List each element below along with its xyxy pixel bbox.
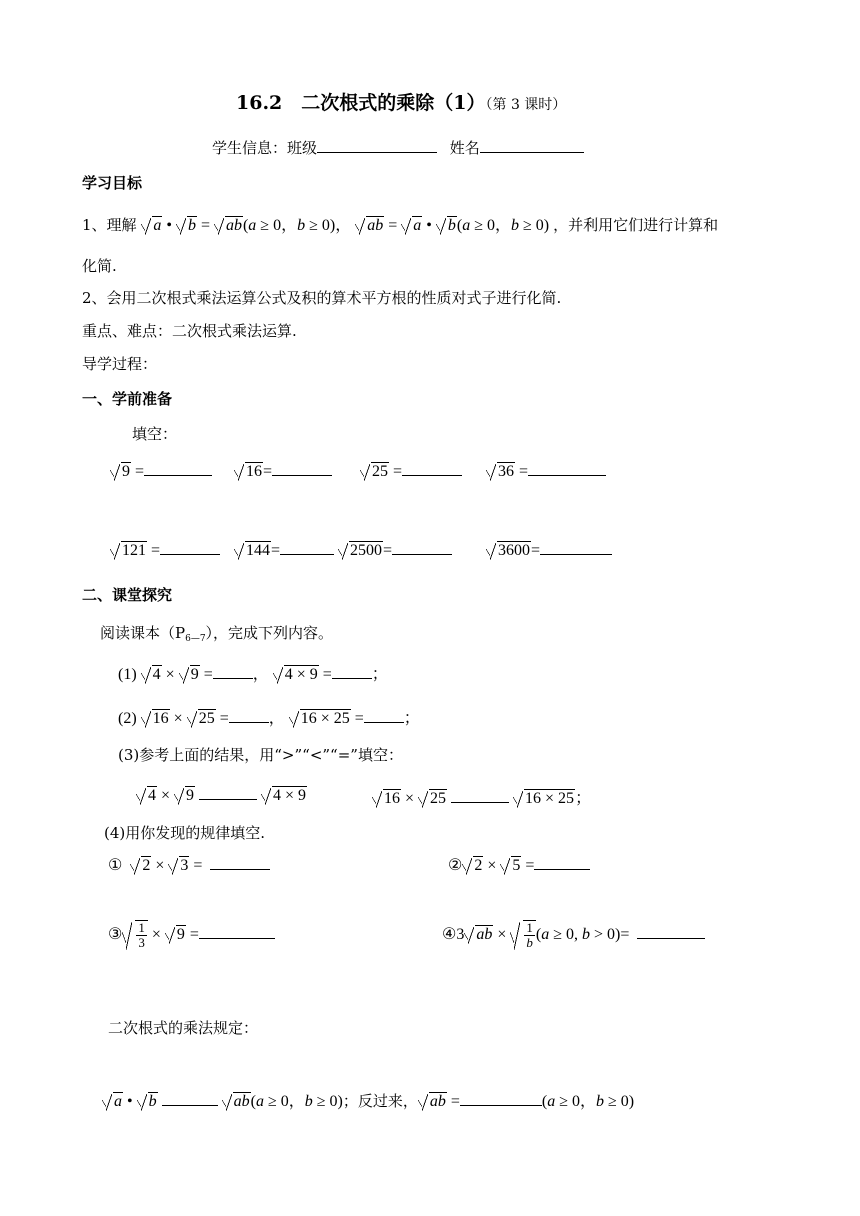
question-3: (3)参考上面的结果，用“>”“<”“=”填空： bbox=[118, 746, 403, 764]
question-1: (1) 4 × 9 = ， 4 × 9 = ； bbox=[118, 666, 388, 683]
key-points: 重点、难点：二次根式乘法运算. bbox=[82, 322, 297, 340]
sqrt-121: 121 = bbox=[110, 540, 220, 560]
section1-heading: 一、学前准备 bbox=[82, 390, 173, 408]
rule-label: 二次根式的乘法规定： bbox=[108, 1019, 259, 1037]
compare-2: 16 × 25 16 × 25； bbox=[372, 785, 591, 808]
name-label: 姓名 bbox=[449, 139, 480, 157]
title-sub: （第 3 课时） bbox=[485, 97, 567, 113]
rule-item-1: ① 2 × 3 = bbox=[108, 855, 270, 875]
question-4: (4)用你发现的规律填空. bbox=[104, 824, 266, 842]
fill-label: 填空： bbox=[132, 425, 178, 443]
multiplication-rule: a • b ab(a ≥ 0，b ≥ 0)；反过来， ab = (a ≥ 0，b ≥ 0) bbox=[102, 1088, 634, 1111]
section2-heading: 二、课堂探究 bbox=[82, 586, 173, 604]
sqrt-9: 9 = bbox=[110, 461, 212, 481]
rule-item-2: ② 2 × 5 = bbox=[448, 855, 590, 875]
sqrt-36: 36 = bbox=[486, 461, 606, 481]
page-title bbox=[236, 88, 566, 115]
sqrt-2500: 2500= bbox=[338, 540, 452, 560]
title-main: 16.2 二次根式的乘除（1） bbox=[236, 92, 486, 114]
class-blank[interactable] bbox=[317, 138, 437, 153]
name-blank[interactable] bbox=[480, 138, 584, 153]
sqrt-16: 16= bbox=[234, 461, 332, 481]
student-info bbox=[212, 137, 584, 158]
process-label: 导学过程： bbox=[82, 355, 158, 373]
class-label: 学生信息：班级 bbox=[212, 139, 318, 157]
objectives-heading: 学习目标 bbox=[82, 174, 143, 192]
sqrt-25: 25 = bbox=[360, 461, 462, 481]
objective-1: 1、理解 a • b = ab(a ≥ 0，b ≥ 0)， ab = a • b(a ≥ 0，b ≥ 0) ，并利用它们进行计算和 bbox=[82, 216, 719, 234]
rule-item-4: ④3 ab × $\frac{1}{b}$ (a ≥ 0, b > 0)= bbox=[442, 920, 705, 950]
read-instruction: 阅读课本$(P_{6—7})$，完成下列内容。 bbox=[100, 624, 334, 644]
sqrt-3600: 3600= bbox=[486, 540, 612, 560]
sqrt-144: 144= bbox=[234, 540, 334, 560]
objective-2: 2、会用二次根式乘法运算公式及积的算术平方根的性质对式子进行化简. bbox=[82, 289, 562, 307]
multiplication-formula: a • b = ab(a ≥ 0，b ≥ 0)， ab = a • b(a ≥ 0，b ≥ 0) bbox=[141, 217, 553, 234]
objective-1-cont: 化简. bbox=[82, 257, 117, 275]
question-2: (2) 16 × 25 = ， 16 × 25 = ； bbox=[118, 710, 420, 727]
compare-1: 4 × 9 4 × 9 bbox=[136, 785, 307, 805]
rule-item-3: ③ $\frac{1}{3}$ × 9 = bbox=[108, 920, 275, 950]
